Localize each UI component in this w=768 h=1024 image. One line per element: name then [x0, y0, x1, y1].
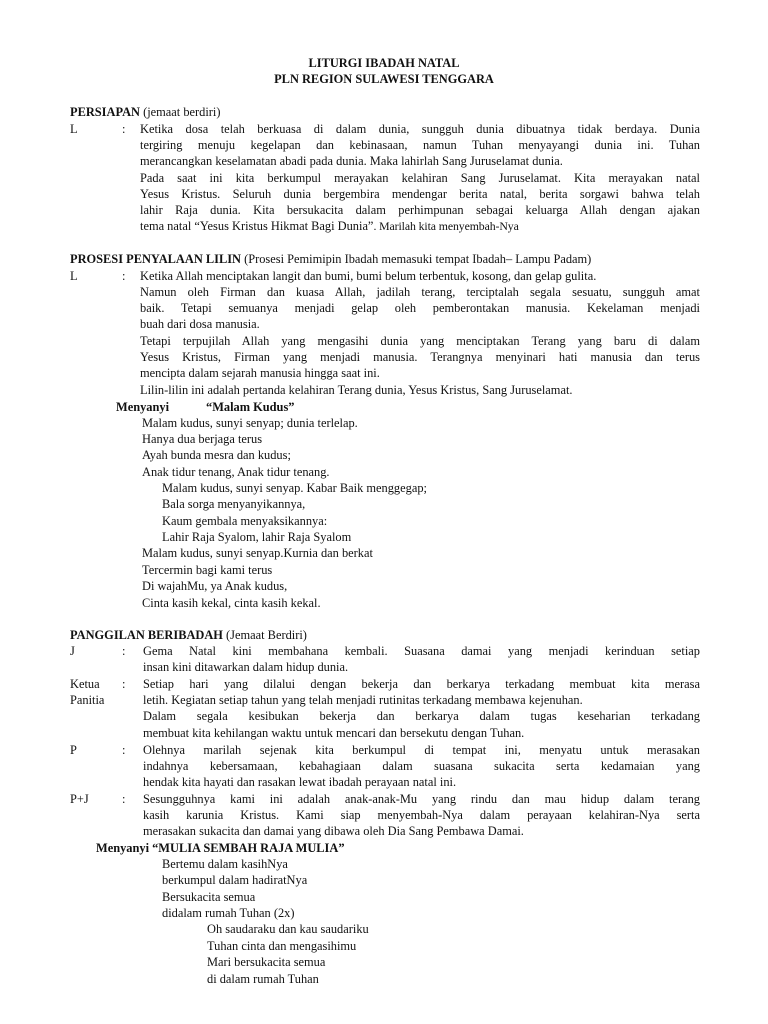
speaker-label: P+J [70, 792, 89, 806]
speaker-colon: : [122, 792, 126, 806]
speaker-label: Panitia [70, 693, 105, 707]
paragraph-line: hendak kita hayati dan rasakan lewat ibadah perayaan natal ini. [143, 775, 457, 789]
paragraph-line-end: . Marilah kita menyembah-Nya [373, 219, 519, 233]
paragraph-line: Yesus Kristus, Firman yang menjadi manusia. Terangnya menyinari hati manusia dan terus [140, 350, 700, 364]
song-lyric-line: Bertemu dalam kasihNya [162, 857, 288, 871]
speaker-colon: : [122, 743, 126, 757]
section-prosesi-heading [70, 251, 591, 267]
paragraph-line: tergiring menuju kegelapan dan kebinasaan, namun Tuhan menyayangi dunia ini. Tuhan [140, 138, 700, 152]
song-lyric-line: Cinta kasih kekal, cinta kasih kekal. [142, 596, 321, 610]
paragraph-line: indahnya kebersamaan, kebahagiaan dalam suasana sukacita serta kedamaian yang [143, 759, 700, 773]
paragraph-line: Namun oleh Firman dan kuasa Allah, jadilah terang, terciptalah segala sesuatu, sungguh amat [140, 285, 700, 299]
theme-text: tema natal “Yesus Kristus Hikmat Bagi Dunia” [140, 219, 374, 233]
song-lyric-line: Oh saudaraku dan kau saudariku [207, 922, 369, 936]
paragraph-line: kasih karunia Kristus. Kami siap menyembah-Nya dalam perayaan kelahiran-Nya serta [143, 808, 700, 822]
paragraph-line: Ketika dosa telah berkuasa di dalam dunia, sungguh dunia dibuatnya tidak berdaya. Dunia [140, 122, 700, 136]
song-lyric-line: Di wajahMu, ya Anak kudus, [142, 579, 288, 593]
song-label: Menyanyi [116, 400, 170, 414]
song-title: “Malam Kudus” [206, 400, 295, 414]
song-lyric-line: Kaum gembala menyaksikannya: [162, 514, 328, 528]
song-lyric-line: berkumpul dalam hadiratNya [162, 873, 308, 887]
paragraph-line: Olehnya marilah sejenak kita berkumpul di tempat ini, menyatu untuk merasakan [143, 743, 700, 757]
song-lyric-line: Malam kudus, sunyi senyap.Kurnia dan berkat [142, 546, 373, 560]
song-lyric-line: Anak tidur tenang, Anak tidur tenang. [142, 465, 330, 479]
section-panggilan-heading [70, 627, 307, 643]
section-note: (Prosesi Pemimipin Ibadah memasuki tempat Ibadah– Lampu Padam) [241, 252, 592, 266]
song-lyric-line: didalam rumah Tuhan (2x) [162, 906, 295, 920]
paragraph-line: Pada saat ini kita berkumpul merayakan kelahiran Sang Juruselamat. Kita merayakan natal [140, 171, 700, 185]
song-lyric-line: Ayah bunda mesra dan kudus; [142, 448, 291, 462]
song-lyric-line: Tuhan cinta dan mengasihimu [207, 939, 357, 953]
song-lyric-line: Malam kudus, sunyi senyap. Kabar Baik menggegap; [162, 481, 427, 495]
paragraph-line: Tetapi terpujilah Allah yang mengasihi dunia yang menciptakan Terang yang baru di dalam [140, 334, 700, 348]
song-lyric-line: Lahir Raja Syalom, lahir Raja Syalom [162, 530, 352, 544]
paragraph-line: merancangkan keselamatan abadi pada dunia. Maka lahirlah Sang Juruselamat dunia. [140, 154, 563, 168]
paragraph-line: Setiap hari yang dilalui dengan bekerja dan berkarya terkadang membuat kita merasa [143, 677, 700, 691]
speaker-colon: : [122, 122, 126, 136]
song-lyric-line: Hanya dua berjaga terus [142, 432, 263, 446]
paragraph-line: lahir Raja dunia. Kita bersukacita dalam perhimpunan sebagai keluarga Allah dengan ajakan [140, 203, 700, 217]
paragraph-line: Lilin-lilin ini adalah pertanda kelahiran Terang dunia, Yesus Kristus, Sang Juruselamat. [140, 383, 573, 397]
speaker-label: J [70, 644, 75, 658]
paragraph-line: Dalam segala kesibukan bekerja dan berkarya dalam tugas keseharian terkadang [143, 709, 700, 723]
section-note: (Jemaat Berdiri) [222, 628, 307, 642]
song-lyric-line: di dalam rumah Tuhan [207, 972, 319, 986]
paragraph-line [140, 218, 519, 234]
paragraph-line: merasakan sukacita dan damai yang dibawa oleh Dia Sang Pembawa Damai. [143, 824, 524, 838]
paragraph-line: baik. Tetapi semuanya menjadi gelap oleh pemberontakan manusia. Kekelaman menjadi [140, 301, 700, 315]
song-heading: Menyanyi “MULIA SEMBAH RAJA MULIA” [96, 841, 345, 855]
section-heading-text: PROSESI PENYALAAN LILIN [70, 252, 241, 266]
speaker-label: L [70, 269, 78, 283]
song-lyric-line: Mari bersukacita semua [207, 955, 326, 969]
section-heading-text: PANGGILAN BERIBADAH [70, 628, 223, 642]
speaker-colon: : [122, 644, 126, 658]
section-heading-text: PERSIAPAN [70, 105, 140, 119]
paragraph-line: Sesungguhnya kami ini adalah anak-anak-Mu yang rindu dan mau hidup dalam terang [143, 792, 700, 806]
song-lyric-line: Tercermin bagi kami terus [142, 563, 273, 577]
song-lyric-line: Bala sorga menyanyikannya, [162, 497, 306, 511]
speaker-label: L [70, 122, 78, 136]
paragraph-line: Gema Natal kini membahana kembali. Suasana damai yang menjadi kerinduan setiap [143, 644, 700, 658]
paragraph-line: letih. Kegiatan setiap tahun yang telah menjadi rutinitas terkadang membawa kejenuhan. [143, 693, 583, 707]
song-lyric-line: Malam kudus, sunyi senyap; dunia terlelap. [142, 416, 358, 430]
song-lyric-line: Bersukacita semua [162, 890, 256, 904]
section-persiapan-heading [70, 104, 221, 120]
speaker-label: Ketua [70, 677, 100, 691]
paragraph-line: mencipta dalam sejarah manusia hingga saat ini. [140, 366, 380, 380]
paragraph-line: buah dari dosa manusia. [140, 317, 260, 331]
speaker-colon: : [122, 269, 126, 283]
paragraph-line: membuat kita kehilangan waktu untuk mencari dan bersekutu dengan Tuhan. [143, 726, 525, 740]
section-note: (jemaat berdiri) [140, 105, 221, 119]
document-subtitle: PLN REGION SULAWESI TENGGARA [274, 72, 494, 86]
paragraph-line: insan kini ditawarkan dalam hidup dunia. [143, 660, 349, 674]
speaker-label: P [70, 743, 77, 757]
document-title: LITURGI IBADAH NATAL [308, 56, 460, 70]
paragraph-line: Yesus Kristus. Seluruh dunia bergembira mendengar berita natal, berita sorgawi bahwa telah [140, 187, 700, 201]
speaker-colon: : [122, 677, 126, 691]
paragraph-line: Ketika Allah menciptakan langit dan bumi, bumi belum terbentuk, kosong, dan gelap gulita. [140, 269, 597, 283]
